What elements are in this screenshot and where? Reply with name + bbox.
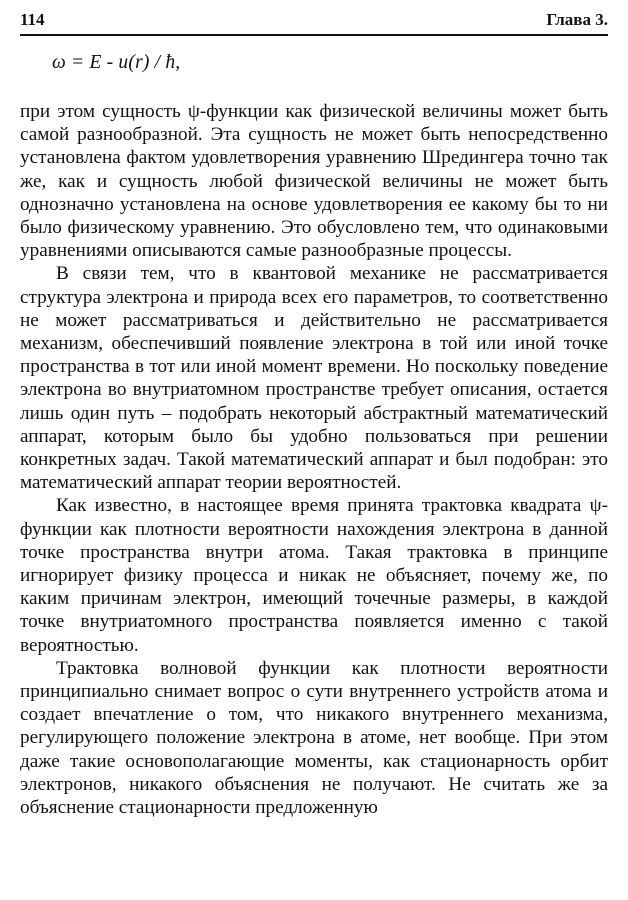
page-number: 114 — [20, 10, 45, 29]
formula: ω = E - u(r) / ħ, — [52, 52, 181, 73]
chapter-title: Глава 3. — [546, 10, 608, 29]
paragraph: Как известно, в настоящее время принята трактовка квадрата ψ-функции как плотности вероятности нахождения электрона в данной точке пространства внутри атома. Такая трактовка в принципе игнорирует физику процесса и никак не объясняет, почему же, по каким причинам электрон, имеющий точечные размеры, в каждой точке внутриатомного пространства появляется именно с такой вероятностью. — [20, 495, 608, 656]
paragraph: при этом сущность ψ-функции как физической величины может быть самой разнообразной. Эта сущность не может быть непосредственно установлена фактом удовлетворения уравнению Шредингера точно так же, как и сущность любой физической величины не может быть однозначно установлена на основе удовлетворения ее какому бы то ни было физическому уравнению. Это обусловлено тем, что одинаковыми уравнениями описываются самые разнообразные процессы. — [20, 101, 608, 262]
paragraph: Трактовка волновой функции как плотности вероятности принципиально снимает вопрос о сути внутреннего устройств атома и создает впечатление о том, что никакого внутреннего механизма, регулирующего положение электрона в атоме, нет вообще. При этом даже такие основополагающие моменты, как стационарность орбит электронов, никакого объяснения не получают. Не считать же за объяснение стационарности предложенную — [20, 657, 608, 819]
body-text — [20, 100, 608, 819]
page-header — [20, 6, 608, 36]
paragraph: В связи тем, что в квантовой механике не рассматривается структура электрона и природа всех его параметров, то соответственно не может рассматриваться и действительно не рассматривается механизм, обеспечивший появление электрона в той или иной точке пространства в тот или иной момент времени. Но поскольку поведение электрона во внутриатомном пространстве требует описания, остается лишь один путь – подобрать некоторый абстрактный математический аппарат, которым было бы удобно пользоваться при решении конкретных задач. Такой математический аппарат и был подобран: это математический аппарат теории вероятностей. — [20, 263, 608, 494]
